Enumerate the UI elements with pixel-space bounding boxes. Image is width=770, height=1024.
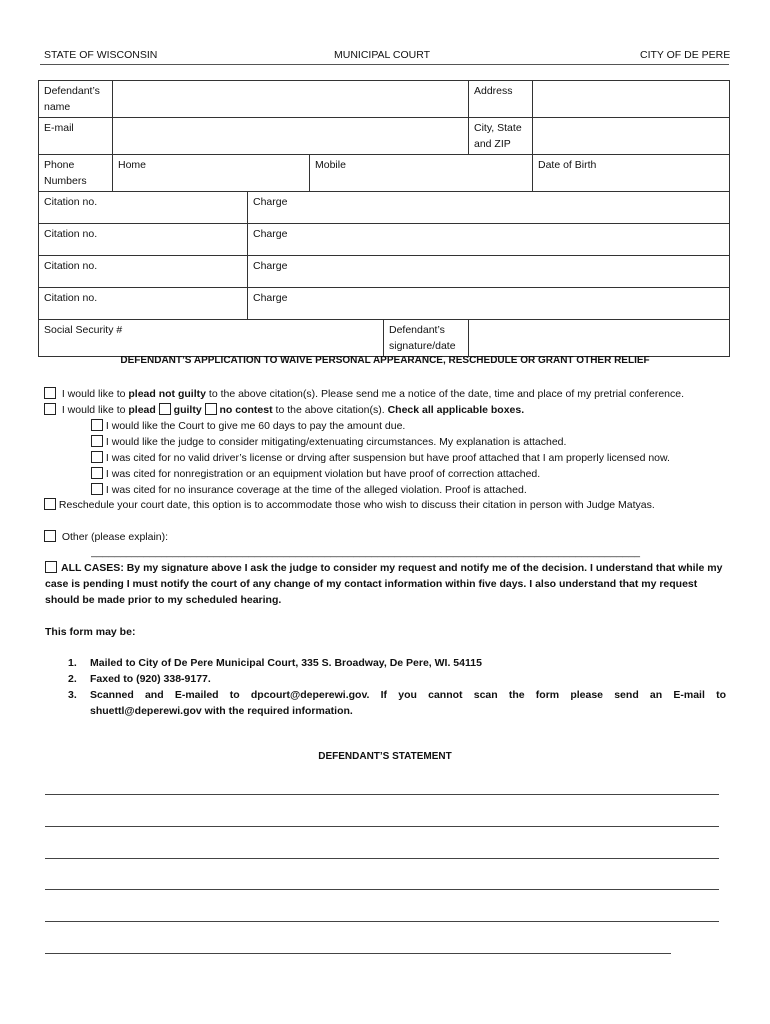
citation-field-3[interactable]: [39, 256, 248, 288]
method-2: 2. Faxed to (920) 338-9177.: [68, 673, 211, 685]
email-label: E-mail: [39, 118, 113, 155]
dob-label: Date of Birth: [538, 159, 597, 171]
charge-field-1[interactable]: [248, 192, 730, 224]
address-label: Address: [469, 81, 533, 118]
header-rule: [40, 64, 729, 65]
sub-checkbox-1[interactable]: [91, 419, 103, 431]
statement-line-6[interactable]: [45, 953, 671, 954]
statement-line-1[interactable]: [45, 794, 719, 795]
charge-label: Charge: [253, 228, 288, 240]
form-may-be-heading: This form may be:: [45, 626, 136, 638]
statement-line-4[interactable]: [45, 889, 719, 890]
citation-label: Citation no.: [44, 228, 98, 240]
ssn-label: Social Security #: [44, 324, 123, 336]
option-other: Other (please explain):: [44, 529, 168, 545]
header-city: CITY OF DE PERE: [640, 49, 731, 61]
sub-option-60-days: I would like the Court to give me 60 days to pay the amount due.: [91, 418, 405, 434]
citation-label: Citation no.: [44, 196, 98, 208]
sub-checkbox-2[interactable]: [91, 435, 103, 447]
guilty-checkbox[interactable]: [159, 403, 171, 415]
statement-line-2[interactable]: [45, 826, 719, 827]
statement-line-3[interactable]: [45, 858, 719, 859]
home-label: Home: [118, 159, 147, 171]
ssn-field[interactable]: [39, 320, 384, 357]
other-checkbox[interactable]: [44, 530, 56, 542]
citation-label: Citation no.: [44, 292, 98, 304]
method-3: 3. Scanned and E-mailed to dpcourt@deperewi.gov. If you cannot scan the form please send an E-mail to shuettl@deperewi.gov with the required information.: [68, 689, 726, 717]
header-court: MUNICIPAL COURT: [334, 49, 431, 61]
defendant-name-label: Defendant’s name: [39, 81, 113, 118]
header-state: STATE OF WISCONSIN: [44, 49, 158, 61]
mobile-phone-field[interactable]: [310, 155, 533, 192]
charge-label: Charge: [253, 196, 288, 208]
charge-field-2[interactable]: [248, 224, 730, 256]
defendant-info-table: [38, 80, 730, 357]
other-explain-line[interactable]: ______________________________________________________________________________________________: [91, 546, 640, 558]
statement-title: DEFENDANT’S STATEMENT: [318, 751, 452, 762]
all-cases-paragraph: ALL CASES: By my signature above I ask the judge to consider my request and notify me of the decision. I understand that while my case is pending I must notify the court of any change of my contact information within five days. I also understand that my request should be made prior to my scheduled hearing.: [45, 562, 723, 606]
citation-field-2[interactable]: [39, 224, 248, 256]
city-state-zip-label: City, State and ZIP: [469, 118, 533, 155]
statement-line-5[interactable]: [45, 921, 719, 922]
citation-label: Citation no.: [44, 260, 98, 272]
defendant-name-field[interactable]: [113, 81, 469, 118]
sub-option-mitigating: I would like the judge to consider mitigating/extenuating circumstances. My explanation is attached.: [91, 434, 566, 450]
plead-checkbox[interactable]: [44, 403, 56, 415]
option-not-guilty: I would like to plead not guilty to the above citation(s). Please send me a notice of the date, time and place of my pretrial conference.: [44, 386, 684, 402]
reschedule-checkbox[interactable]: [44, 498, 56, 510]
home-phone-field[interactable]: [113, 155, 310, 192]
city-state-zip-field[interactable]: [533, 118, 730, 155]
charge-label: Charge: [253, 260, 288, 272]
sub-option-registration: I was cited for nonregistration or an equipment violation but have proof of correction attached.: [91, 466, 540, 482]
application-title: DEFENDANT’S APPLICATION TO WAIVE PERSONAL APPEARANCE, RESCHEDULE OR GRANT OTHER RELIEF: [120, 355, 650, 366]
phone-label: Phone Numbers: [39, 155, 113, 192]
mobile-label: Mobile: [315, 159, 346, 171]
citation-field-4[interactable]: [39, 288, 248, 320]
sub-checkbox-5[interactable]: [91, 483, 103, 495]
address-field[interactable]: [533, 81, 730, 118]
sub-checkbox-4[interactable]: [91, 467, 103, 479]
sub-checkbox-3[interactable]: [91, 451, 103, 463]
date-of-birth-field[interactable]: [533, 155, 730, 192]
citation-field-1[interactable]: [39, 192, 248, 224]
no-contest-checkbox[interactable]: [205, 403, 217, 415]
all-cases-checkbox[interactable]: [45, 561, 57, 573]
signature-label: Defendant’s signature/date: [384, 320, 469, 357]
email-field[interactable]: [113, 118, 469, 155]
charge-field-4[interactable]: [248, 288, 730, 320]
sub-option-license: I was cited for no valid driver’s license or drving after suspension but have proof attached that I am properly licensed now.: [91, 450, 670, 466]
not-guilty-checkbox[interactable]: [44, 387, 56, 399]
charge-label: Charge: [253, 292, 288, 304]
sub-option-insurance: I was cited for no insurance coverage at the time of the alleged violation. Proof is attached.: [91, 482, 527, 498]
signature-field[interactable]: [469, 320, 730, 357]
option-reschedule: Reschedule your court date, this option is to accommodate those who wish to discuss their citation in person with Judge Matyas.: [44, 497, 655, 513]
charge-field-3[interactable]: [248, 256, 730, 288]
method-1: 1. Mailed to City of De Pere Municipal Court, 335 S. Broadway, De Pere, WI. 54115: [68, 657, 482, 669]
option-plead: I would like to plead guilty no contest to the above citation(s). Check all applicable boxes.: [44, 402, 524, 418]
